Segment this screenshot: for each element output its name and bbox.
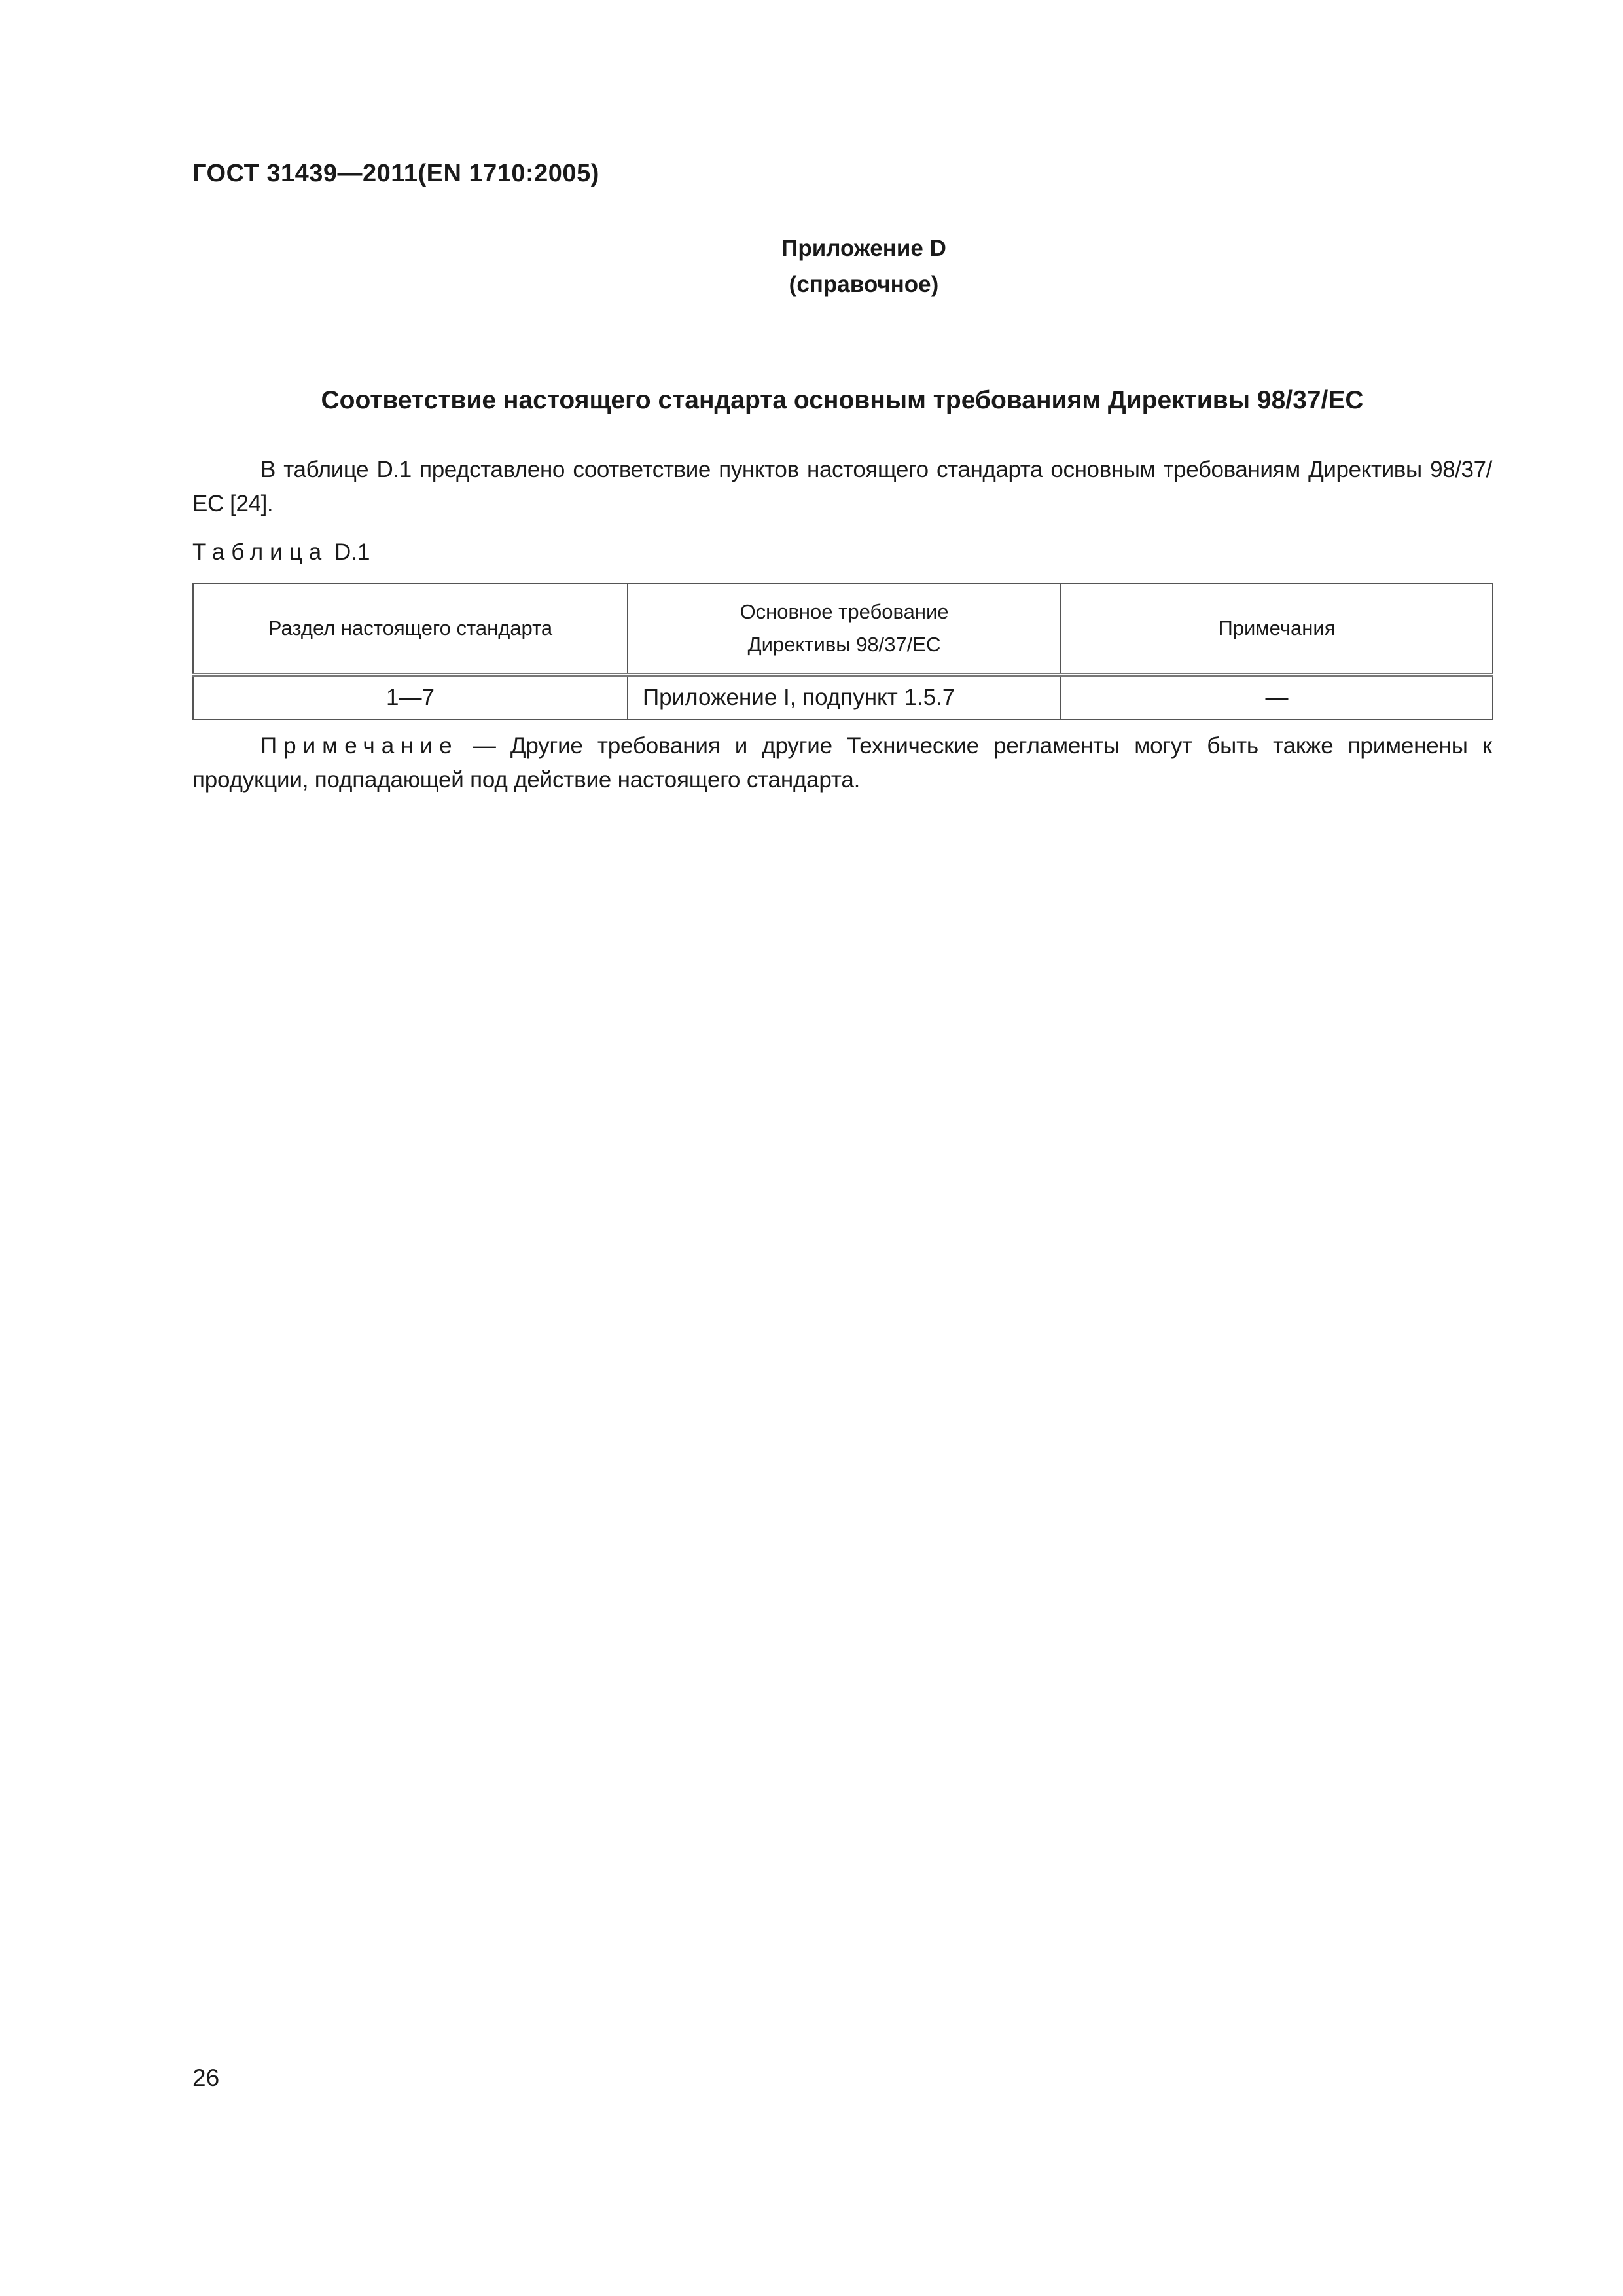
header-requirement — [628, 583, 1061, 675]
cell-notes: — — [1061, 675, 1493, 719]
note-label: Примечание — [260, 733, 459, 759]
header-notes: Примечания — [1061, 583, 1493, 675]
cell-requirement: Приложение I, подпункт 1.5.7 — [628, 675, 1061, 719]
table-note — [192, 729, 1492, 797]
header-section: Раздел настоящего стандарта — [193, 583, 628, 675]
annex-heading — [681, 230, 1047, 302]
header-requirement-line2: Директивы 98/37/ЕС — [747, 633, 941, 656]
table-header-row — [193, 583, 1493, 675]
annex-type: (справочное) — [789, 272, 939, 297]
page-number: 26 — [192, 2064, 220, 2091]
table-caption-number: D.1 — [328, 539, 370, 565]
section-title: Соответствие настоящего стандарта основным требованиям Директивы 98/37/ЕС — [321, 386, 1364, 414]
header-requirement-line1: Основное требование — [740, 600, 949, 623]
intro-paragraph: В таблице D.1 представлено соответствие пунктов настоящего стандарта основным требованиям Директивы 98/37/ЕС [24]. — [192, 457, 1492, 516]
cell-section: 1—7 — [193, 675, 628, 719]
table-caption-word: Таблица — [192, 539, 329, 565]
note-text: — Другие требования и другие Технические регламенты могут быть также применены к продукции, подпадающей под действие настоящего стандарта. — [192, 733, 1492, 793]
annex-title: Приложение D — [781, 236, 946, 261]
correspondence-table — [192, 583, 1493, 720]
table-caption — [192, 539, 370, 565]
document-header: ГОСТ 31439—2011(EN 1710:2005) — [192, 160, 599, 187]
table-row — [193, 675, 1493, 719]
